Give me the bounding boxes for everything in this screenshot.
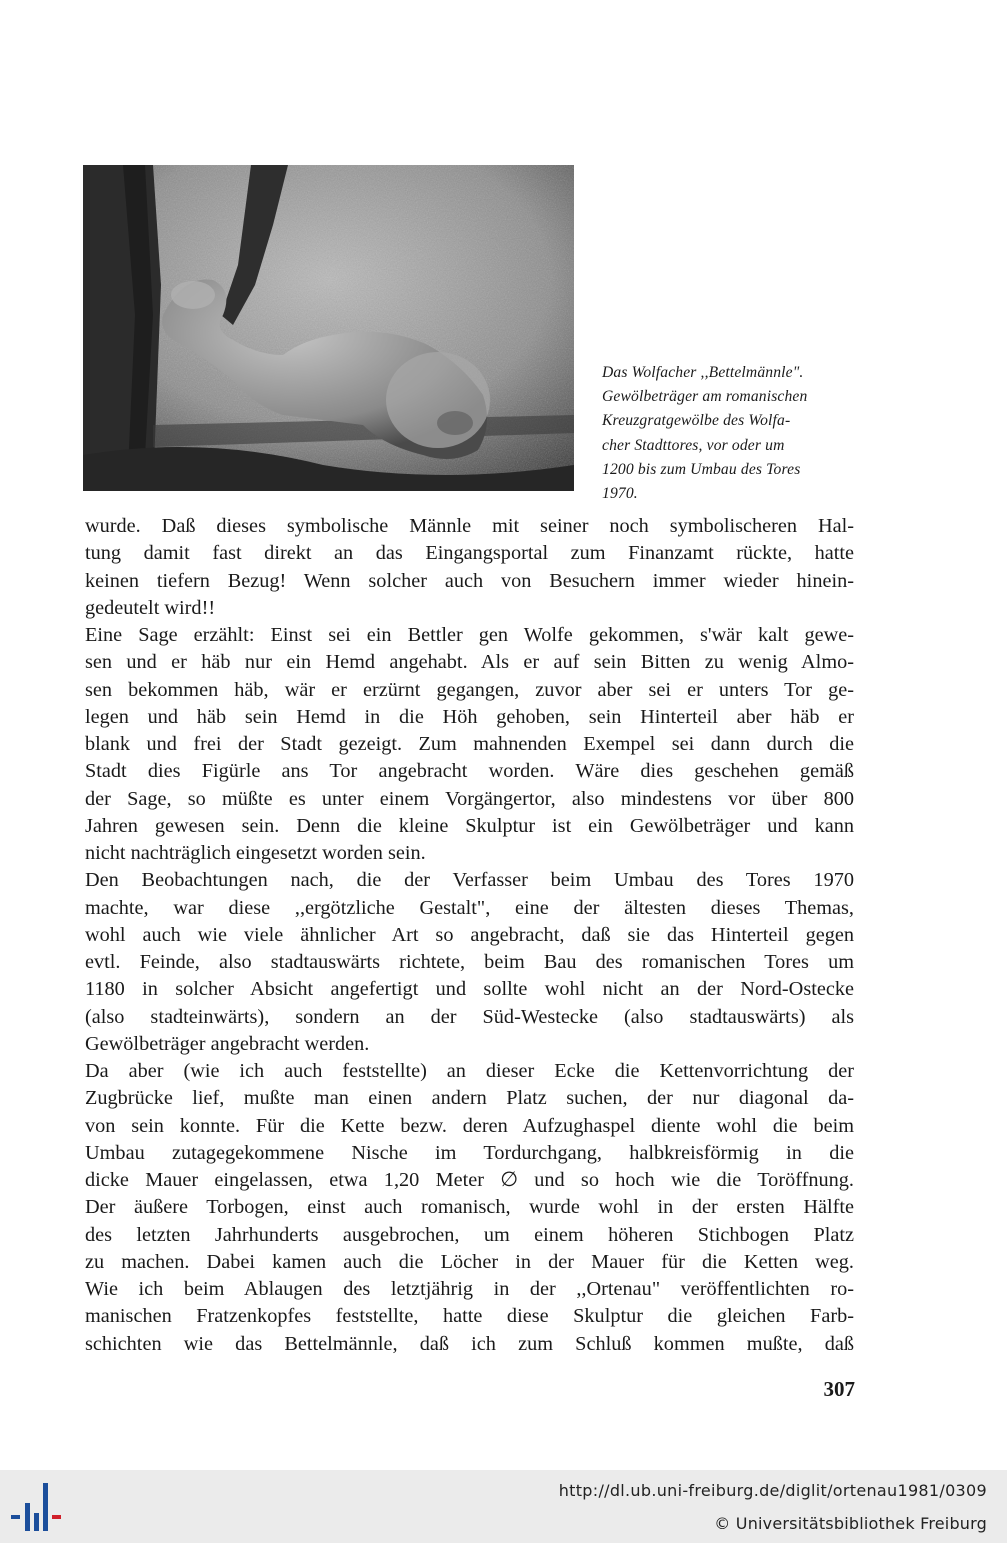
body-line: Jahren gewesen sein. Denn die kleine Skulptur ist ein Gewölbeträger und kann	[85, 814, 854, 837]
caption-line: cher Stadttores, vor oder um	[602, 436, 785, 454]
body-line: Da aber (wie ich auch feststellte) an dieser Ecke die Kettenvorrichtung der	[85, 1060, 854, 1082]
page-number: 307	[823, 1377, 855, 1401]
article-body	[85, 513, 854, 1358]
body-line: Den Beobachtungen nach, die der Verfasser beim Umbau des Tores 1970	[85, 869, 854, 892]
body-line: tung damit fast direkt an das Eingangsportal zum Finanzamt rückte, hatte	[85, 542, 854, 565]
body-line: blank und frei der Stadt gezeigt. Zum mahnenden Exempel sei dann durch die	[85, 733, 854, 755]
body-line: keinen tiefern Bezug! Wenn solcher auch von Besuchern immer wieder hinein-	[85, 569, 854, 592]
body-line: gedeutelt wird!!	[85, 596, 216, 619]
body-line: manischen Fratzenkopfes feststellte, hatte diese Skulptur die gleichen Farb-	[85, 1305, 854, 1328]
caption-line: Kreuzgratgewölbe des Wolfa-	[602, 412, 791, 430]
sculpture-photo	[83, 165, 574, 491]
sculpture-photo-drawing	[83, 165, 574, 491]
body-line: wohl auch wie viele ähnlicher Art so angebracht, daß sie das Hinterteil gegen	[85, 923, 854, 946]
body-line: von sein konnte. Für die Kette bezw. deren Aufzughaspel diente wohl die beim	[85, 1114, 854, 1137]
caption-line: 1970.	[602, 485, 638, 503]
photo-caption	[602, 361, 854, 506]
body-line: Eine Sage erzählt: Einst sei ein Bettler gen Wolfe gekommen, s'wär kalt gewe-	[85, 624, 854, 646]
copyright-notice: © Universitätsbibliothek Freiburg	[714, 1514, 987, 1533]
body-line: zu machen. Dabei kamen auch die Löcher in der Mauer für die Ketten weg.	[85, 1250, 854, 1273]
body-line: Umbau zutagegekommene Nische im Tordurchgang, halbkreisförmig in die	[85, 1141, 854, 1164]
caption-line: Das Wolfacher ,,Bettelmännle".	[602, 364, 804, 381]
body-line: wurde. Daß dieses symbolische Männle mit seiner noch symbolischeren Hal-	[85, 515, 854, 537]
permalink-url[interactable]: http://dl.ub.uni-freiburg.de/diglit/ortenau1981/0309	[558, 1481, 987, 1500]
body-line: legen und häb sein Hemd in die Höh gehoben, sein Hinterteil aber häb er	[85, 705, 854, 728]
body-line: sen und er häb nur ein Hemd angehabt. Als er auf sein Bitten zu wenig Almo-	[85, 651, 854, 674]
body-line: machte, war diese ,,ergötzliche Gestalt", eine der ältesten dieses Themas,	[85, 896, 854, 919]
body-line: (also stadteinwärts), sondern an der Süd-Westecke (also stadtauswärts) als	[85, 1005, 854, 1028]
body-line: des letzten Jahrhunderts ausgebrochen, um einem höheren Stichbogen Platz	[85, 1223, 854, 1246]
body-line: dicke Mauer eingelassen, etwa 1,20 Meter ∅ und so hoch wie die Toröffnung.	[85, 1169, 854, 1191]
body-line: sen bekommen häb, wär er erzürnt gegangen, zuvor aber sei er unters Tor ge-	[85, 678, 854, 701]
body-line: evtl. Feinde, also stadtauswärts richtete, beim Bau des romanischen Tores um	[85, 951, 854, 973]
body-line: der Sage, so müßte es unter einem Vorgängertor, also mindestens vor über 800	[85, 787, 854, 810]
body-line: schichten wie das Bettelmännle, daß ich zum Schluß kommen mußte, daß	[85, 1332, 854, 1355]
ub-freiburg-logo-icon[interactable]	[10, 1481, 65, 1533]
caption-line: Gewölbeträger am romanischen	[602, 388, 808, 406]
body-line: Wie ich beim Ablaugen des letztjährig in der ,,Ortenau" veröffentlichten ro-	[85, 1278, 854, 1300]
viewer-footer	[0, 1470, 1007, 1543]
caption-line: 1200 bis zum Umbau des Tores	[602, 460, 801, 478]
body-line: 1180 in solcher Absicht angefertigt und sollte wohl nicht an der Nord-Ostecke	[85, 978, 854, 1001]
body-line: Gewölbeträger angebracht werden.	[85, 1032, 370, 1055]
body-line: Stadt dies Figürle ans Tor angebracht worden. Wäre dies geschehen gemäß	[85, 760, 854, 783]
body-line: Zugbrücke lief, mußte man einen andern Platz suchen, der nur diagonal da-	[85, 1087, 854, 1110]
body-line: Der äußere Torbogen, einst auch romanisch, wurde wohl in der ersten Hälfte	[85, 1196, 854, 1219]
body-line: nicht nachträglich eingesetzt worden sein.	[85, 842, 426, 864]
